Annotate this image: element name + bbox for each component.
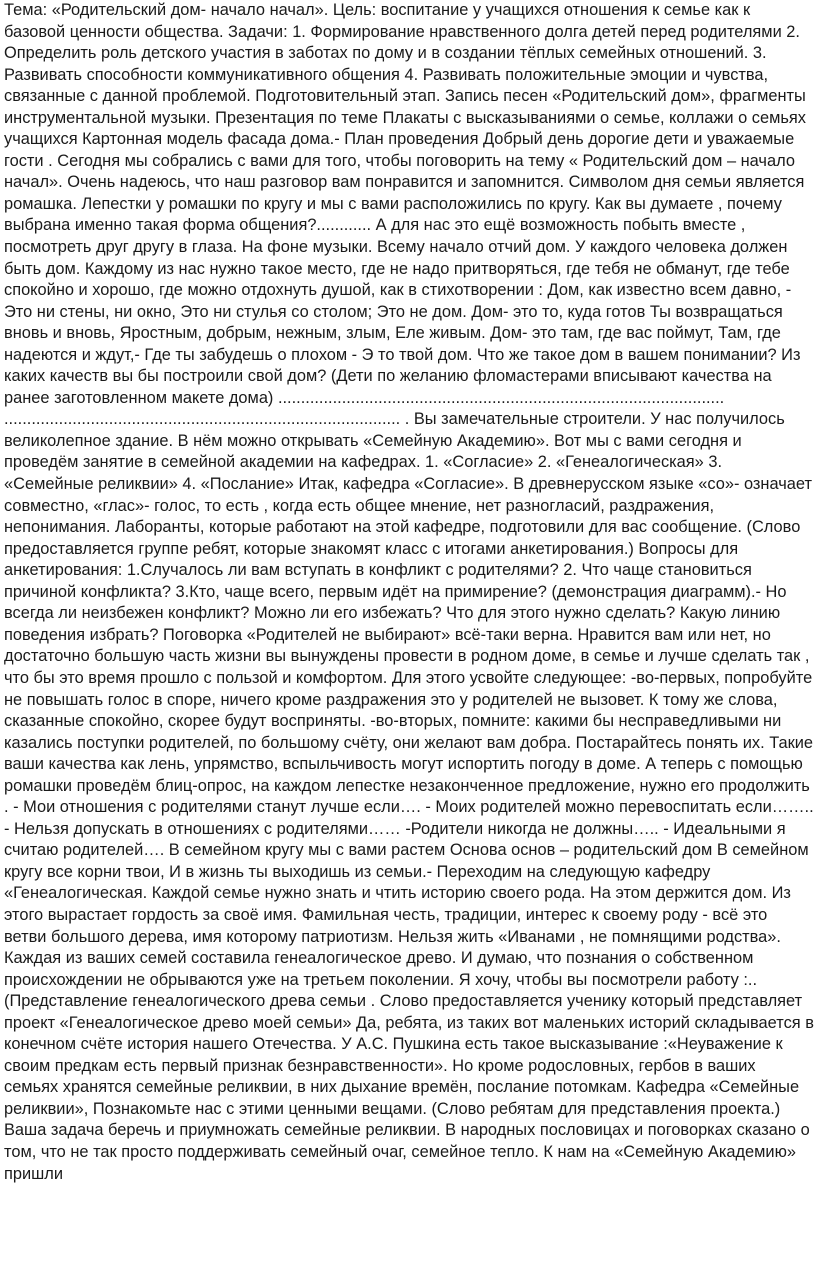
document-body-text: Тема: «Родительский дом- начало начал». Цель: воспитание у учащихся отношения к семье как к базовой ценности общества. Задачи: 1. Формирование нравственного долга детей перед родителями 2. Определить роль детского участия в заботах по дому и в создании тёплых семейных отношений. 3. Развивать способности коммуникативного общения 4. Развивать положительные эмоции и чувства, связанные с данной проблемой. Подготовительный этап. Запись песен «Родительский дом», фрагменты инструментальной музыки. Презентация по теме Плакаты с высказываниями о семье, коллажи о семьях учащихся Картонная модель фасада дома.- План проведения Добрый день дорогие дети и уважаемые гости . Сегодня мы собрались с вами для того, чтобы поговорить на тему « Родительский дом – начало начал». Очень надеюсь, что наш разговор вам понравится и запомнится. Символом дня семьи является ромашка. Лепестки у ромашки по кругу и мы с вами расположились по кругу. Как вы думаете , почему выбрана именно такая форма общения?............ А для нас это ещё возможность побыть вместе , посмотреть друг другу в глаза. На фоне музыки. Всему начало отчий дом. У каждого человека должен быть дом. Каждому из нас нужно такое место, где не надо притворяться, где тебя не обманут, где тебе спокойно и хорошо, где можно отдохнуть душой, как в стихотворении : Дом, как известно всем давно, - Это ни стены, ни окно, Это ни стулья со столом; Это не дом. Дом- это то, куда готов Ты возвращаться вновь и вновь, Яростным, добрым, нежным, злым, Еле живым. Дом- это там, где вас поймут, Там, где надеются и ждут,- Где ты забудешь о плохом - Э то твой дом. Что же такое дом в вашем понимании? Из каких качеств вы бы построили свой дом? (Дети по желанию фломастерами вписывают качества на ранее заготовленном макете дома) .................................................................................................. ....................................................................................... . Вы замечательные строители. У нас получилось великолепное здание. В нём можно открывать «Семейную Академию». Вот мы с вами сегодня и проведём занятие в семейной академии на кафедрах. 1. «Согласие» 2. «Генеалогическая» 3. «Семейные реликвии» 4. «Послание» Итак, кафедра «Согласие». В древнерусском языке «со»- означает совместно, «глас»- голос, то есть , когда есть общее мнение, нет разногласий, раздражения, непонимания. Лаборанты, которые работают на этой кафедре, подготовили для вас сообщение. (Слово предоставляется группе ребят, которые знакомят класс с итогами анкетирования.) Вопросы для анкетирования: 1.Случалось ли вам вступать в конфликт с родителями? 2. Что чаще становиться причиной конфликта? 3.Кто, чаще всего, первым идёт на примирение? (демонстрация диаграмм).- Но всегда ли неизбежен конфликт? Можно ли его избежать? Что для этого нужно сделать? Какую линию поведения избрать? Поговорка «Родителей не выбирают» всё-таки верна. Нравится вам или нет, но достаточно большую часть жизни вы вынуждены провести в родном доме, в семье и лучше сделать так , что бы это время прошло с пользой и комфортом. Для этого усвойте следующее: -во-первых, попробуйте не повышать голос в споре, ничего кроме раздражения это у родителей не вызовет. К тому же слова, сказанные спокойно, скорее будут восприняты. -во-вторых, помните: какими бы несправедливыми ни казались поступки родителей, по большому счёту, они желают вам добра. Постарайтесь понять их. Такие ваши качества как лень, упрямство, вспыльчивость могут испортить погоду в доме. А теперь с помощью ромашки проведём блиц-опрос, на каждом лепестке незаконченное предложение, нужно его продолжить . - Мои отношения с родителями станут лучше если…. - Моих родителей можно перевоспитать если…….. - Нельзя допускать в отношениях с родителями…… -Родители никогда не должны….. - Идеальными я считаю родителей…. В семейном кругу мы с вами растем Основа основ – родительский дом В семейном кругу все корни твои, И в жизнь ты выходишь из семьи.- Переходим на следующую кафедру «Генеалогическая. Каждой семье нужно знать и чтить историю своего рода. На этом держится дом. Из этого вырастает гордость за своё имя. Фамильная честь, традиции, интерес к своему роду - всё это ветви большого дерева, имя которому патриотизм. Нельзя жить «Иванами , не помнящими родства». Каждая из ваших семей составила генеалогическое древо. И думаю, что познания о собственном происхождении не обрываются уже на третьем поколении. Я хочу, чтобы вы посмотрели работу :.. (Представление генеалогического древа семьи . Слово предоставляется ученику который представляет проект «Генеалогическое древо моей семьи» Да, ребята, из таких вот маленьких историй складывается в конечном счёте история нашего Отечества. У А.С. Пушкина есть такое высказывание :«Неуважение к своим предкам есть первый признак безнравственности». Но кроме родословных, гербов в ваших семьях хранятся семейные реликвии, в них дыхание времён, послание потомкам. Кафедра «Семейные реликвии», Познакомьте нас с этими ценными вещами. (Слово ребятам для представления проекта.) Ваша задача беречь и приумножать семейные реликвии. В народных пословицах и поговорках сказано о том, что не так просто поддерживать семейный очаг, семейное тепло. К нам на «Семейную Академию» пришли — [4, 1, 814, 1183]
